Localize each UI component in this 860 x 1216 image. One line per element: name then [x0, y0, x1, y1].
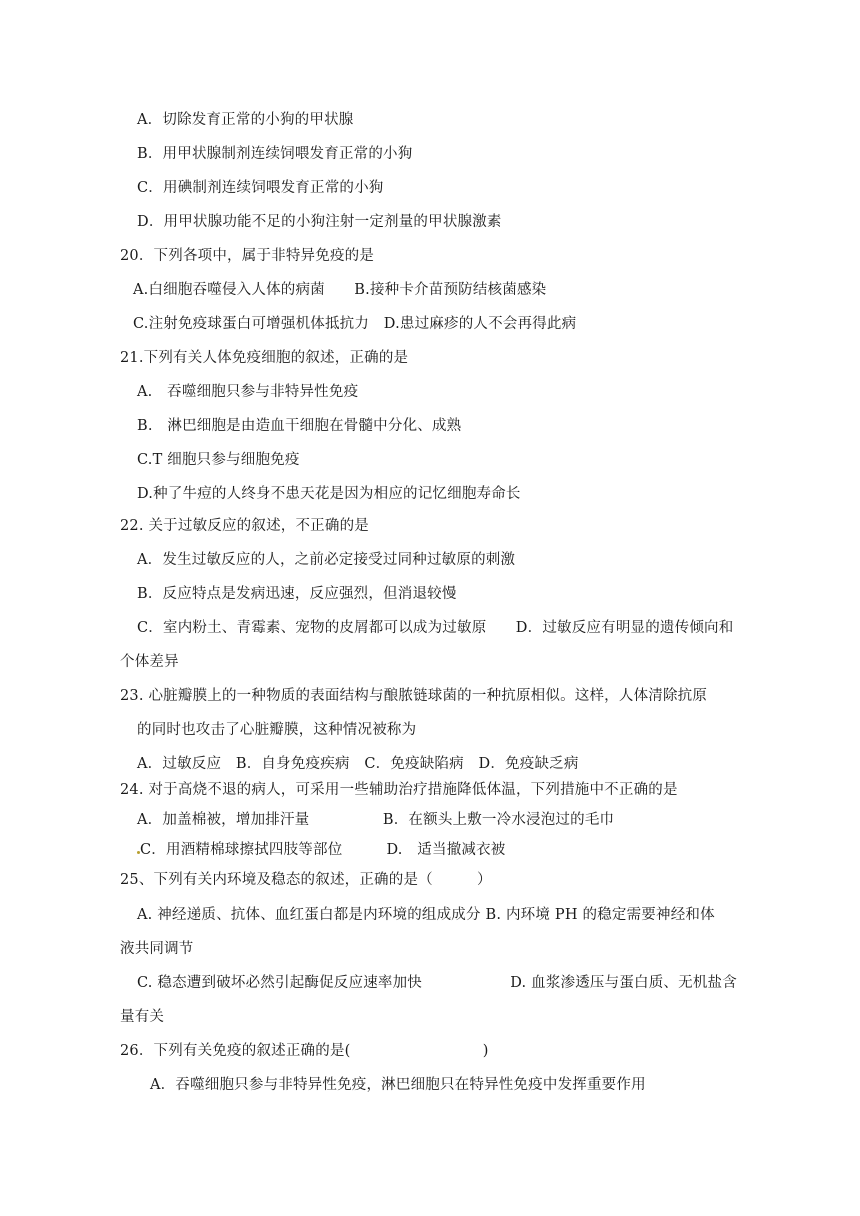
option-21c: C.T 细胞只参与细胞免疫 — [137, 452, 300, 468]
options-22d-cont: 个体差异 — [120, 654, 179, 670]
question-23: 23. 心脏瓣膜上的一种物质的表面结构与酿脓链球菌的一种抗原相似。这样，人体清除抗原 — [120, 688, 708, 704]
options-20ab: A.白细胞吞噬侵入人体的病菌 B.接种卡介苗预防结核菌感染 — [133, 282, 547, 298]
question-20: 20．下列各项中，属于非特异免疫的是 — [120, 248, 375, 264]
option-19b: B．用甲状腺制剂连续饲喂发育正常的小狗 — [137, 146, 413, 162]
options-25cd: C. 稳态遭到破坏必然引起酶促反应速率加快 D. 血浆渗透压与蛋白质、无机盐含 — [137, 975, 737, 991]
options-24ab: A．加盖棉被，增加排汗量 B．在额头上敷一冷水浸泡过的毛巾 — [137, 812, 615, 828]
option-22b: B．反应特点是发病迅速，反应强烈，但消退较慢 — [137, 586, 457, 602]
option-19c: C．用碘制剂连续饲喂发育正常的小狗 — [137, 180, 384, 196]
option-21d: D.种了牛痘的人终身不患天花是因为相应的记忆细胞寿命长 — [137, 486, 521, 502]
question-24: 24. 对于高烧不退的病人，可采用一些辅助治疗措施降低体温，下列措施中不正确的是 — [120, 782, 678, 798]
option-19d: D．用甲状腺功能不足的小狗注射一定剂量的甲状腺激素 — [137, 214, 502, 230]
options-25d-cont: 量有关 — [120, 1009, 165, 1025]
options-25ab: A. 神经递质、抗体、血红蛋白都是内环境的组成成分 B. 内环境 PH 的稳定需要神经和体 — [137, 907, 715, 923]
option-19a: A．切除发育正常的小狗的甲状腺 — [137, 112, 354, 128]
option-21a: A. 吞噬细胞只参与非特异性免疫 — [137, 384, 359, 400]
options-22cd: C．室内粉土、青霉素、宠物的皮屑都可以成为过敏原 D．过敏反应有明显的遗传倾向和 — [137, 620, 734, 636]
question-25: 25、下列有关内环境及稳态的叙述，正确的是（ ） — [120, 872, 492, 888]
option-21b: B. 淋巴细胞是由造血干细胞在骨髓中分化、成熟 — [137, 418, 462, 434]
options-23: A．过敏反应 B．自身免疫疾病 C．免疫缺陷病 D．免疫缺乏病 — [137, 756, 579, 772]
question-23-cont: 的同时也攻击了心脏瓣膜，这种情况被称为 — [137, 722, 417, 738]
question-26: 26．下列有关免疫的叙述正确的是( ) — [120, 1043, 489, 1059]
option-26a: A．吞噬细胞只参与非特异性免疫，淋巴细胞只在特异性免疫中发挥重要作用 — [150, 1077, 646, 1093]
question-22: 22. 关于过敏反应的叙述，不正确的是 — [120, 518, 369, 534]
options-25b-cont: 液共同调节 — [120, 941, 194, 957]
options-24cd: C．用酒精棉球擦拭四肢等部位 D. 适当撤减衣被 — [140, 842, 506, 858]
question-21: 21.下列有关人体免疫细胞的叙述，正确的是 — [120, 350, 409, 366]
options-20cd: C.注射免疫球蛋白可增强机体抵抗力 D.患过麻疹的人不会再得此病 — [133, 316, 577, 332]
option-22a: A．发生过敏反应的人，之前必定接受过同种过敏原的刺激 — [137, 552, 516, 568]
